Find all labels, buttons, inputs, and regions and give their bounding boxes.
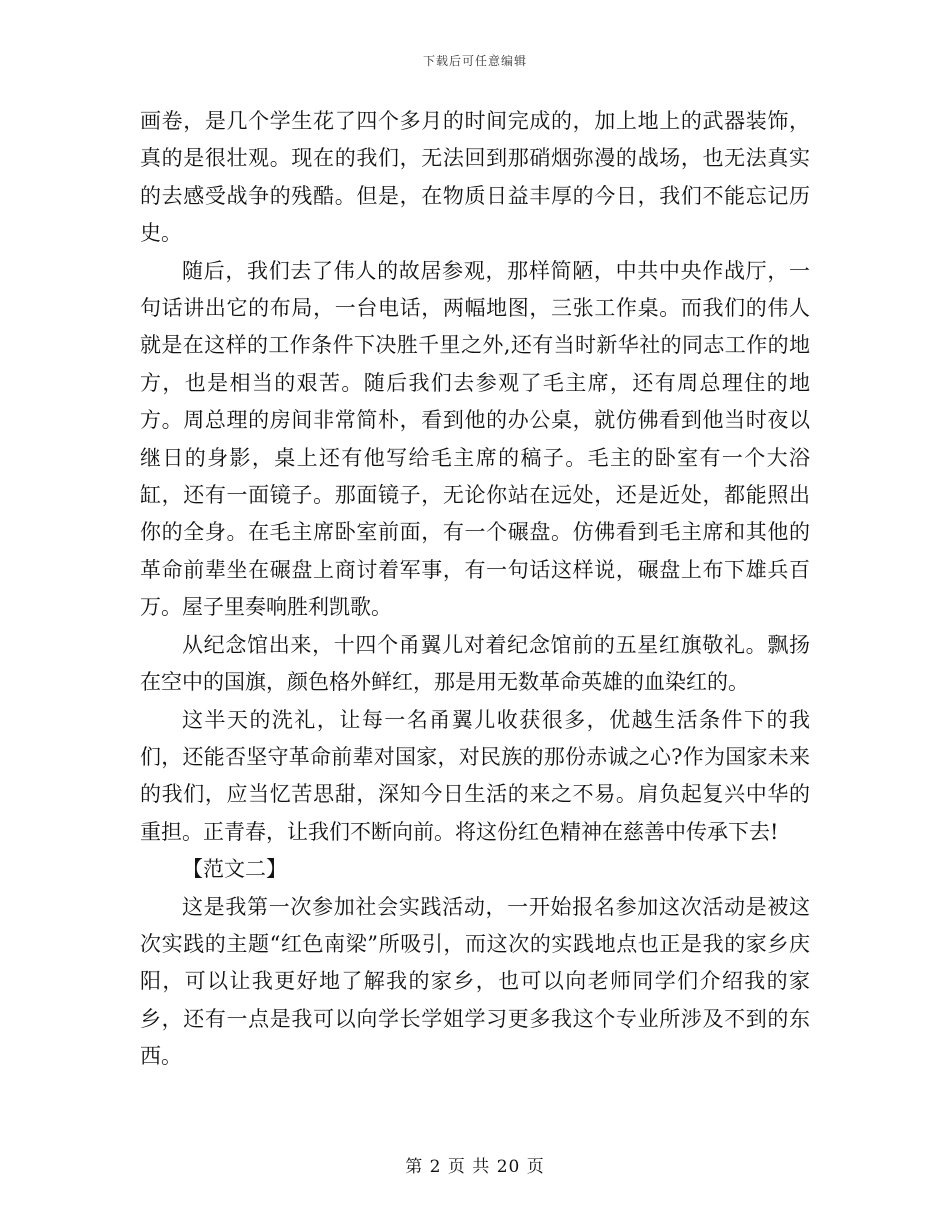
page-header: 下载后可任意编辑 — [422, 54, 527, 68]
section-paragraph-1: 这是我第一次参加社会实践活动，一开始报名参加这次活动是被这次实践的主题“红色南梁”所吸引，而这次的实践地点也正是我的家乡庆阳，可以让我更好地了解我的家乡，也可以向老师同学们介绍我的家乡，还有一点是我可以向学长学姐学习更多我这个专业所涉及不到的东西。 — [140, 894, 810, 1069]
paragraph-2: 随后，我们去了伟人的故居参观，那样简陋，中共中央作战厅，一句话讲出它的布局，一台电话，两幅地图，三张工作桌。而我们的伟人就是在这样的工作条件下决胜千里之外,还有当时新华社的同志工作的地方，也是相当的艰苦。随后我们去参观了毛主席，还有周总理住的地方。周总理的房间非常简朴，看到他的办公桌，就仿佛看到他当时夜以继日的身影，桌上还有他写给毛主席的稿子。毛主的卧室有一个大浴缸，还有一面镜子。那面镜子，无论你站在远处，还是近处，都能照出你的全身。在毛主席卧室前面，有一个碾盘。仿佛看到毛主席和其他的革命前辈坐在碾盘上商讨着军事，有一句话这样说，碾盘上布下雄兵百万。屋子里奏响胜利凯歌。 — [140, 258, 810, 620]
paragraph-3: 从纪念馆出来，十四个甬翼儿对着纪念馆前的五星红旗敬礼。飘扬在空中的国旗，颜色格外鲜红，那是用无数革命英雄的血染红的。 — [140, 632, 810, 695]
document-body — [140, 103, 810, 1076]
page-footer: 第 2 页 共 20 页 — [405, 1157, 545, 1177]
paragraph-1: 画卷，是几个学生花了四个多月的时间完成的，加上地上的武器装饰，真的是很壮观。现在的我们，无法回到那硝烟弥漫的战场，也无法真实的去感受战争的残酷。但是，在物质日益丰厚的今日，我们不能忘记历史。 — [140, 109, 810, 246]
section-title: 【范文二】 — [182, 857, 287, 882]
paragraph-4: 这半天的洗礼，让每一名甬翼儿收获很多，优越生活条件下的我们，还能否坚守革命前辈对国家，对民族的那份赤诚之心?作为国家未来的我们，应当忆苦思甜，深知今日生活的来之不易。肩负起复兴中华的重担。正青春，让我们不断向前。将这份红色精神在慈善中传承下去! — [140, 707, 810, 844]
